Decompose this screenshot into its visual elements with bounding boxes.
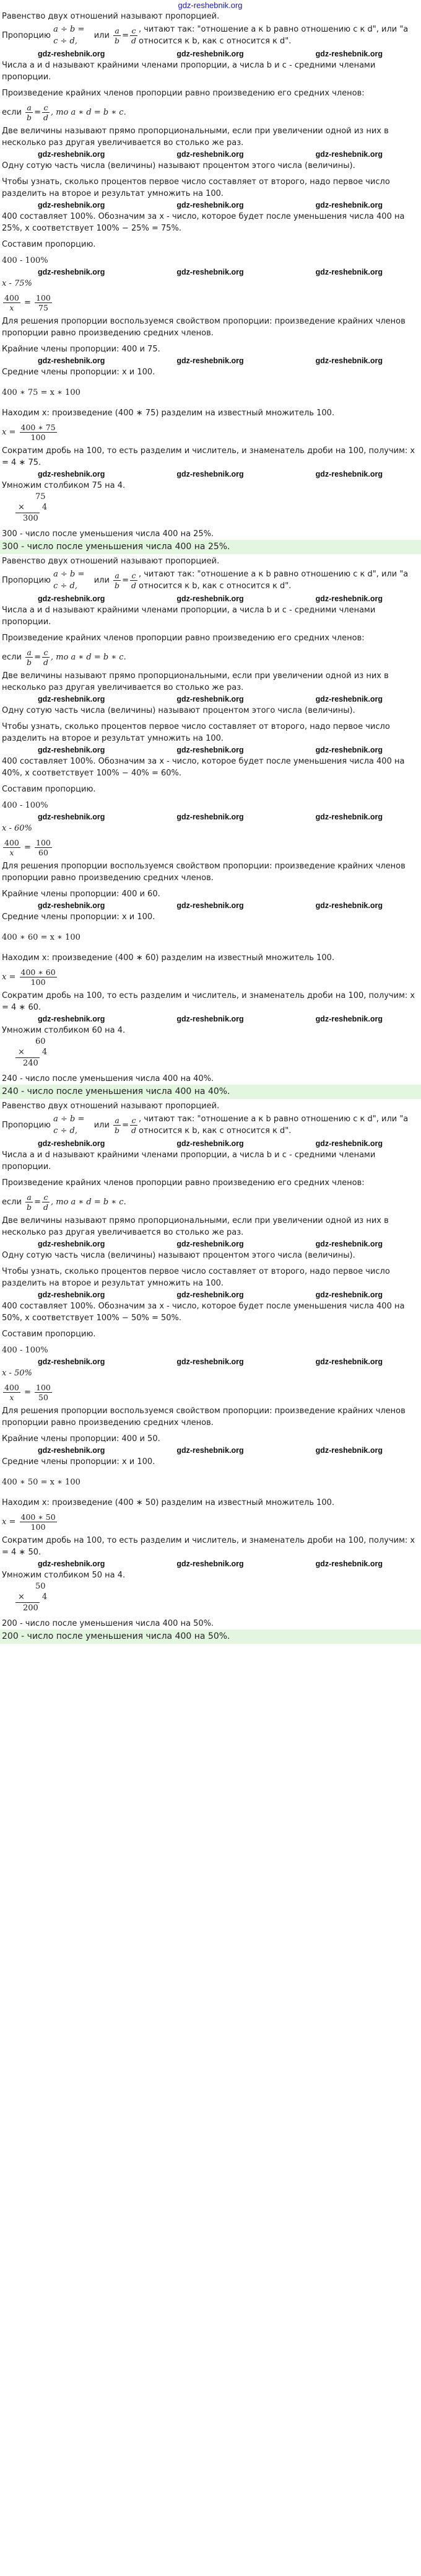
watermark: gdz-reshebnik.org (315, 746, 383, 754)
fraction-c-d (130, 1116, 137, 1135)
fraction-numerator: 400 ∗ 75 (20, 422, 56, 432)
proportion-prefix: Пропорцию (2, 575, 51, 585)
watermark: gdz-reshebnik.org (315, 695, 383, 704)
watermark-row (2, 1558, 419, 1569)
extremes-text: Числа a и d называют крайними членами пропорции, а числа b и c - средними членами пропорции. (2, 1150, 376, 1171)
fraction-a-b (113, 1116, 121, 1135)
fraction-denominator: d (43, 112, 48, 122)
watermark: gdz-reshebnik.org (176, 813, 244, 821)
compose-text: Составим пропорцию. (2, 240, 96, 249)
statement-text: 400 составляет 100%. Обозначим за x - число, которое будет после уменьшения числа 400 на 40%, x соответствует 100% − 40% = 60%. (2, 757, 405, 778)
fraction-denominator: 50 (35, 1392, 52, 1402)
compose-text: Составим пропорцию. (2, 785, 96, 794)
watermark: gdz-reshebnik.org (37, 201, 105, 210)
proportion-fraction: $\frac{400}{x}$ = $\frac{100}{60}$ (4, 837, 51, 857)
watermark: gdz-reshebnik.org (176, 1240, 244, 1248)
fraction-numerator: 400 ∗ 60 (20, 967, 56, 977)
fraction-denominator: d (131, 35, 136, 45)
final-answer-text: 200 - число после уменьшения числа 400 на 50%. (2, 1619, 214, 1628)
fraction-denominator: d (131, 580, 136, 590)
watermark: gdz-reshebnik.org (37, 594, 105, 603)
x-fraction (2, 1509, 419, 1535)
proportion-or: или (93, 575, 110, 585)
watermark: gdz-reshebnik.org (315, 813, 383, 821)
intro-text: Равенство двух отношений называют пропорцией. (2, 12, 220, 21)
fraction-a-b (113, 571, 121, 590)
property-formula: если $\frac{a}{b}$ = $\frac{c}{d}$ , то a ∗ d = b ∗ c. (2, 647, 126, 667)
watermark: gdz-reshebnik.org (37, 356, 105, 365)
watermark: gdz-reshebnik.org (315, 1139, 383, 1148)
fraction-numerator: c (43, 647, 48, 657)
fraction-numerator: c (131, 1115, 136, 1125)
fraction-denominator: b (115, 35, 120, 45)
mult-top: 75 (35, 492, 46, 501)
watermark: gdz-reshebnik.org (315, 1240, 383, 1248)
solve-text: Для решения пропорции воспользуемся свойством пропорции: произведение крайних членов пропорции равно произведению средних членов. (2, 317, 406, 338)
then-text: , то a ∗ d = b ∗ c. (50, 652, 126, 662)
fraction-denominator: b (115, 1125, 120, 1135)
middle-values: Средние члены пропорции: x и 100. (2, 912, 155, 922)
statement-text: 400 составляет 100%. Обозначим за x - число, которое будет после уменьшения числа 400 на 25%, x соответствует 100% − 25% = 75%. (2, 212, 405, 233)
mult-result: 240 (15, 1057, 40, 1069)
fraction-numerator: 400 (4, 1382, 19, 1392)
solution-section-2 (2, 555, 419, 1099)
x-equals: x = (2, 972, 16, 982)
watermark-row (2, 811, 419, 823)
solve-text: Для решения пропорции воспользуемся свойством пропорции: произведение крайних членов пропорции равно произведению средних членов. (2, 862, 406, 883)
fraction-denominator: d (131, 1125, 136, 1135)
watermark: gdz-reshebnik.org (37, 746, 105, 754)
times-sign: × (18, 1592, 25, 1602)
watermark: gdz-reshebnik.org (37, 1290, 105, 1299)
mult-middle-row (15, 1592, 419, 1602)
watermark-row (2, 1445, 419, 1456)
watermark: gdz-reshebnik.org (176, 50, 244, 58)
proportion-or: или (93, 30, 110, 40)
fraction-left (3, 1383, 20, 1402)
column-text: Умножим столбиком 50 на 4. (2, 1571, 126, 1580)
fraction-c-d (130, 26, 137, 45)
mult-factor: 4 (41, 1592, 48, 1602)
fraction-a-b (25, 648, 33, 667)
equation: 400 ∗ 75 = x ∗ 100 (2, 388, 80, 397)
direct-proportion-text: Две величины называют прямо пропорциональными, если при увеличении одной из них в несколько раз другая увеличивается во столько же раз. (2, 1216, 389, 1237)
fraction-right (35, 293, 52, 312)
proportion-line-1: 400 - 100% (2, 256, 48, 265)
mult-factor: 4 (41, 503, 48, 512)
watermark: gdz-reshebnik.org (315, 50, 383, 58)
watermark: gdz-reshebnik.org (176, 268, 244, 276)
watermark: gdz-reshebnik.org (176, 1357, 244, 1366)
proportion-line-1: 400 - 100% (2, 1346, 48, 1355)
extremes-text: Числа a и d называют крайними членами пропорции, а числа b и c - средними членами пропорции. (2, 606, 376, 627)
find-x-text: Находим x: произведение (400 ∗ 60) разделим на известный множитель 100. (2, 953, 335, 963)
proportion-prefix: Пропорцию (2, 30, 51, 40)
watermark: gdz-reshebnik.org (176, 594, 244, 603)
fraction-numerator: c (43, 102, 48, 112)
fraction-left (3, 293, 20, 312)
fraction-denominator: x (3, 847, 20, 857)
watermark-row (2, 694, 419, 705)
mult-top: 60 (35, 1037, 46, 1046)
x-fraction-value (20, 423, 57, 442)
solution-section-1 (2, 11, 419, 554)
compose-text: Составим пропорцию. (2, 1330, 96, 1339)
solution-section-3 (2, 1100, 419, 1644)
watermark: gdz-reshebnik.org (37, 695, 105, 704)
fraction-c-d (42, 648, 50, 667)
x-fraction (2, 419, 419, 445)
percent-definition: Одну сотую часть числа (величины) называют процентом этого числа (величины). (2, 706, 355, 715)
watermark: gdz-reshebnik.org (315, 356, 383, 365)
watermark: gdz-reshebnik.org (37, 1015, 105, 1023)
direct-proportion-text: Две величины называют прямо пропорциональными, если при увеличении одной из них в несколько раз другая увеличивается во столько же раз. (2, 671, 389, 692)
intro-text: Равенство двух отношений называют пропорцией. (2, 1101, 220, 1111)
extreme-values: Крайние члены пропорции: 400 и 50. (2, 1434, 160, 1444)
middle-values: Средние члены пропорции: x и 100. (2, 368, 155, 377)
if-word: если (2, 652, 22, 662)
watermark: gdz-reshebnik.org (315, 201, 383, 210)
statement-text: 400 составляет 100%. Обозначим за x - число, которое будет после уменьшения числа 400 на 50%, x соответствует 100% − 50% = 50%. (2, 1302, 405, 1323)
column-text: Умножим столбиком 75 на 4. (2, 481, 126, 490)
watermark-row (2, 900, 419, 911)
proportion-prefix: Пропорцию (2, 1120, 51, 1130)
watermark: gdz-reshebnik.org (37, 1139, 105, 1148)
mult-factor: 4 (41, 1048, 48, 1057)
how-to-text: Чтобы узнать, сколько процентов первое число составляет от второго, надо первое число разделить на второе и результат умножить на 100. (2, 1267, 390, 1288)
reduce-text: Сократим дробь на 100, то есть разделим и числитель, и знаменатель дроби на 100, получим: x = 4 ∗ 75. (2, 446, 415, 467)
if-word: если (2, 107, 22, 117)
proportion-ratio: a ÷ b = c ÷ d, (53, 25, 85, 46)
watermark: gdz-reshebnik.org (315, 594, 383, 603)
watermark: gdz-reshebnik.org (37, 50, 105, 58)
if-word: если (2, 1197, 22, 1207)
property-text: Произведение крайних членов пропорции равно произведению его средних членов: (2, 633, 365, 643)
watermark: gdz-reshebnik.org (37, 1240, 105, 1248)
proportion-fraction: $\frac{400}{x}$ = $\frac{100}{75}$ (4, 293, 51, 312)
then-text: , то a ∗ d = b ∗ c. (50, 1197, 126, 1207)
fraction-denominator: d (43, 657, 48, 667)
equation: 400 ∗ 50 = x ∗ 100 (2, 1478, 80, 1487)
watermark-row (2, 48, 419, 60)
x-fraction (2, 964, 419, 990)
how-to-text: Чтобы узнать, сколько процентов первое число составляет от второго, надо первое число разделить на второе и результат умножить на 100. (2, 722, 390, 743)
fraction-right (35, 838, 52, 857)
proportion-reading: , читают так: "отношение a к b равно отношению c к d", или "a относится к b, как c относится к d". (138, 1114, 409, 1136)
middle-values: Средние члены пропорции: x и 100. (2, 1457, 155, 1467)
site-header[interactable]: gdz-reshebnik.org (178, 1, 243, 10)
watermark: gdz-reshebnik.org (176, 1290, 244, 1299)
fraction-a-b (25, 103, 33, 122)
watermark: gdz-reshebnik.org (176, 746, 244, 754)
watermark-row (2, 1013, 419, 1025)
watermark: gdz-reshebnik.org (315, 901, 383, 910)
watermark-row (2, 1289, 419, 1300)
extreme-values: Крайние члены пропорции: 400 и 75. (2, 345, 160, 354)
watermark: gdz-reshebnik.org (176, 695, 244, 704)
watermark: gdz-reshebnik.org (315, 1290, 383, 1299)
proportion-fraction: $\frac{400}{x}$ = $\frac{100}{50}$ (4, 1382, 51, 1402)
watermark-row (2, 1238, 419, 1250)
answer-highlight: 240 - число после уменьшения числа 400 на 40%. (0, 1085, 421, 1099)
proportion-ratio: a ÷ b = c ÷ d, (53, 570, 85, 591)
find-x-text: Находим x: произведение (400 ∗ 50) разделим на известный множитель 100. (2, 1498, 335, 1507)
proportion-definition: Пропорцию a ÷ b = c ÷ d, или $\frac{a}{b}$ = $\frac{c}{d}$ , читают так: "отношение a к b равно отношению c к d", или "a относится к b, как c относится к d". (2, 22, 419, 48)
fraction-denominator: 75 (35, 302, 52, 312)
then-text: , то a ∗ d = b ∗ c. (50, 107, 126, 117)
fraction-right (35, 1383, 52, 1402)
fraction-denominator: b (27, 657, 32, 667)
watermark: gdz-reshebnik.org (37, 1446, 105, 1455)
proportion-definition: Пропорцию a ÷ b = c ÷ d, или $\frac{a}{b}$ = $\frac{c}{d}$ , читают так: "отношение a к b равно отношению c к d", или "a относится к b, как c относится к d". (2, 1112, 419, 1138)
x-equals: x = (2, 1517, 16, 1527)
watermark-row (2, 200, 419, 211)
fraction-numerator: 400 (4, 293, 19, 302)
column-multiplication (15, 492, 419, 524)
property-formula: если $\frac{a}{b}$ = $\frac{c}{d}$ , то a ∗ d = b ∗ c. (2, 1192, 126, 1212)
watermark-row (2, 469, 419, 480)
fraction-numerator: a (115, 1115, 119, 1125)
times-sign: × (18, 1048, 25, 1057)
watermark-row (2, 149, 419, 160)
watermark: gdz-reshebnik.org (315, 470, 383, 479)
watermark: gdz-reshebnik.org (315, 1559, 383, 1568)
proportion-definition: Пропорцию a ÷ b = c ÷ d, или $\frac{a}{b}$ = $\frac{c}{d}$ , читают так: "отношение a к b равно отношению c к d", или "a относится к b, как c относится к d". (2, 567, 419, 593)
fraction-c-d (130, 571, 137, 590)
fraction-numerator: c (131, 25, 136, 35)
fraction-denominator: b (115, 580, 120, 590)
watermark: gdz-reshebnik.org (37, 268, 105, 276)
fraction-numerator: 400 (4, 837, 19, 847)
watermark: gdz-reshebnik.org (315, 268, 383, 276)
watermark: gdz-reshebnik.org (315, 150, 383, 159)
watermark: gdz-reshebnik.org (37, 813, 105, 821)
mult-middle-row (15, 502, 419, 513)
fraction-c-d (42, 103, 50, 122)
final-answer-text: 240 - число после уменьшения числа 400 на 40%. (2, 1074, 214, 1083)
fraction-a-b (113, 26, 121, 45)
equation: 400 ∗ 60 = x ∗ 100 (2, 933, 80, 942)
column-multiplication (15, 1036, 419, 1069)
answer-highlight: 300 - число после уменьшения числа 400 на 25%. (0, 540, 421, 554)
fraction-denominator: x (3, 302, 20, 312)
x-equals: x = (2, 427, 16, 437)
percent-definition: Одну сотую часть числа (величины) называют процентом этого числа (величины). (2, 1251, 355, 1260)
column-multiplication (15, 1581, 419, 1613)
property-formula: если $\frac{a}{b}$ = $\frac{c}{d}$ , то a ∗ d = b ∗ c. (2, 102, 126, 122)
mult-middle-row (15, 1047, 419, 1057)
proportion-or: или (93, 1120, 110, 1130)
answer-highlight: 200 - число после уменьшения числа 400 на 50%. (0, 1630, 421, 1644)
watermark: gdz-reshebnik.org (176, 150, 244, 159)
fraction-numerator: 100 (36, 837, 51, 847)
property-text: Произведение крайних членов пропорции равно произведению его средних членов: (2, 1178, 365, 1188)
proportion-reading: , читают так: "отношение a к b равно отношению c к d", или "a относится к b, как c относится к d". (138, 25, 409, 46)
watermark-row (2, 744, 419, 756)
fraction-denominator: b (27, 1202, 32, 1212)
fraction-left (3, 838, 20, 857)
watermark-row (2, 1138, 419, 1149)
fraction-denominator: b (27, 112, 32, 122)
fraction-denominator: 100 (20, 977, 57, 987)
watermark: gdz-reshebnik.org (176, 901, 244, 910)
extreme-values: Крайние члены пропорции: 400 и 60. (2, 889, 160, 899)
mult-top: 50 (35, 1582, 46, 1591)
fraction-numerator: a (115, 570, 119, 580)
watermark: gdz-reshebnik.org (37, 901, 105, 910)
fraction-numerator: a (27, 1192, 32, 1202)
fraction-c-d (42, 1193, 50, 1212)
watermark: gdz-reshebnik.org (37, 470, 105, 479)
fraction-numerator: c (131, 570, 136, 580)
fraction-numerator: a (27, 102, 32, 112)
fraction-denominator: 100 (20, 432, 57, 442)
watermark: gdz-reshebnik.org (176, 356, 244, 365)
watermark: gdz-reshebnik.org (315, 1357, 383, 1366)
watermark: gdz-reshebnik.org (315, 1446, 383, 1455)
percent-definition: Одну сотую часть числа (величины) называют процентом этого числа (величины). (2, 161, 355, 170)
fraction-denominator: x (3, 1392, 20, 1402)
watermark: gdz-reshebnik.org (176, 201, 244, 210)
fraction-numerator: a (27, 647, 32, 657)
column-text: Умножим столбиком 60 на 4. (2, 1026, 126, 1035)
proportion-line-2: x - 75% (2, 279, 32, 288)
watermark: gdz-reshebnik.org (37, 1357, 105, 1366)
watermark: gdz-reshebnik.org (37, 150, 105, 159)
reduce-text: Сократим дробь на 100, то есть разделим и числитель, и знаменатель дроби на 100, получим: x = 4 ∗ 60. (2, 991, 415, 1012)
find-x-text: Находим x: произведение (400 ∗ 75) разделим на известный множитель 100. (2, 408, 335, 418)
how-to-text: Чтобы узнать, сколько процентов первое число составляет от второго, надо первое число разделить на второе и результат умножить на 100. (2, 177, 390, 198)
extremes-text: Числа a и d называют крайними членами пропорции, а числа b и c - средними членами пропорции. (2, 61, 376, 82)
proportion-reading: , читают так: "отношение a к b равно отношению c к d", или "a относится к b, как c относится к d". (138, 570, 409, 591)
watermark-row (2, 1356, 419, 1367)
proportion-ratio: a ÷ b = c ÷ d, (53, 1114, 85, 1136)
times-sign: × (18, 503, 25, 512)
watermark-row (2, 593, 419, 604)
solve-text: Для решения пропорции воспользуемся свойством пропорции: произведение крайних членов пропорции равно произведению средних членов. (2, 1406, 406, 1427)
reduce-text: Сократим дробь на 100, то есть разделим и числитель, и знаменатель дроби на 100, получим: x = 4 ∗ 50. (2, 1536, 415, 1557)
fraction-numerator: 100 (36, 293, 51, 302)
fraction-denominator: 60 (35, 847, 52, 857)
watermark: gdz-reshebnik.org (315, 1015, 383, 1023)
watermark-row (2, 355, 419, 366)
direct-proportion-text: Две величины называют прямо пропорциональными, если при увеличении одной из них в несколько раз другая увеличивается во столько же раз. (2, 126, 389, 148)
fraction-a-b (25, 1193, 33, 1212)
proportion-line-2: x - 50% (2, 1369, 32, 1378)
proportion-line-2: x - 60% (2, 824, 32, 833)
watermark: gdz-reshebnik.org (176, 470, 244, 479)
property-text: Произведение крайних членов пропорции равно произведению его средних членов: (2, 89, 365, 98)
mult-result: 200 (15, 1602, 40, 1613)
watermark: gdz-reshebnik.org (176, 1015, 244, 1023)
fraction-denominator: d (43, 1202, 48, 1212)
fraction-numerator: a (115, 25, 119, 35)
watermark: gdz-reshebnik.org (176, 1139, 244, 1148)
mult-result: 300 (15, 513, 40, 524)
watermark: gdz-reshebnik.org (37, 1559, 105, 1568)
watermark: gdz-reshebnik.org (176, 1446, 244, 1455)
fraction-numerator: 400 ∗ 50 (20, 1512, 56, 1522)
final-answer-text: 300 - число после уменьшения числа 400 на 25%. (2, 529, 214, 539)
proportion-line-1: 400 - 100% (2, 801, 48, 810)
watermark: gdz-reshebnik.org (176, 1559, 244, 1568)
x-fraction-value (20, 968, 57, 987)
watermark-row (2, 267, 419, 278)
fraction-numerator: 100 (36, 1382, 51, 1392)
fraction-numerator: c (43, 1192, 48, 1202)
intro-text: Равенство двух отношений называют пропорцией. (2, 557, 220, 566)
x-fraction-value (20, 1512, 57, 1532)
fraction-denominator: 100 (20, 1522, 57, 1532)
